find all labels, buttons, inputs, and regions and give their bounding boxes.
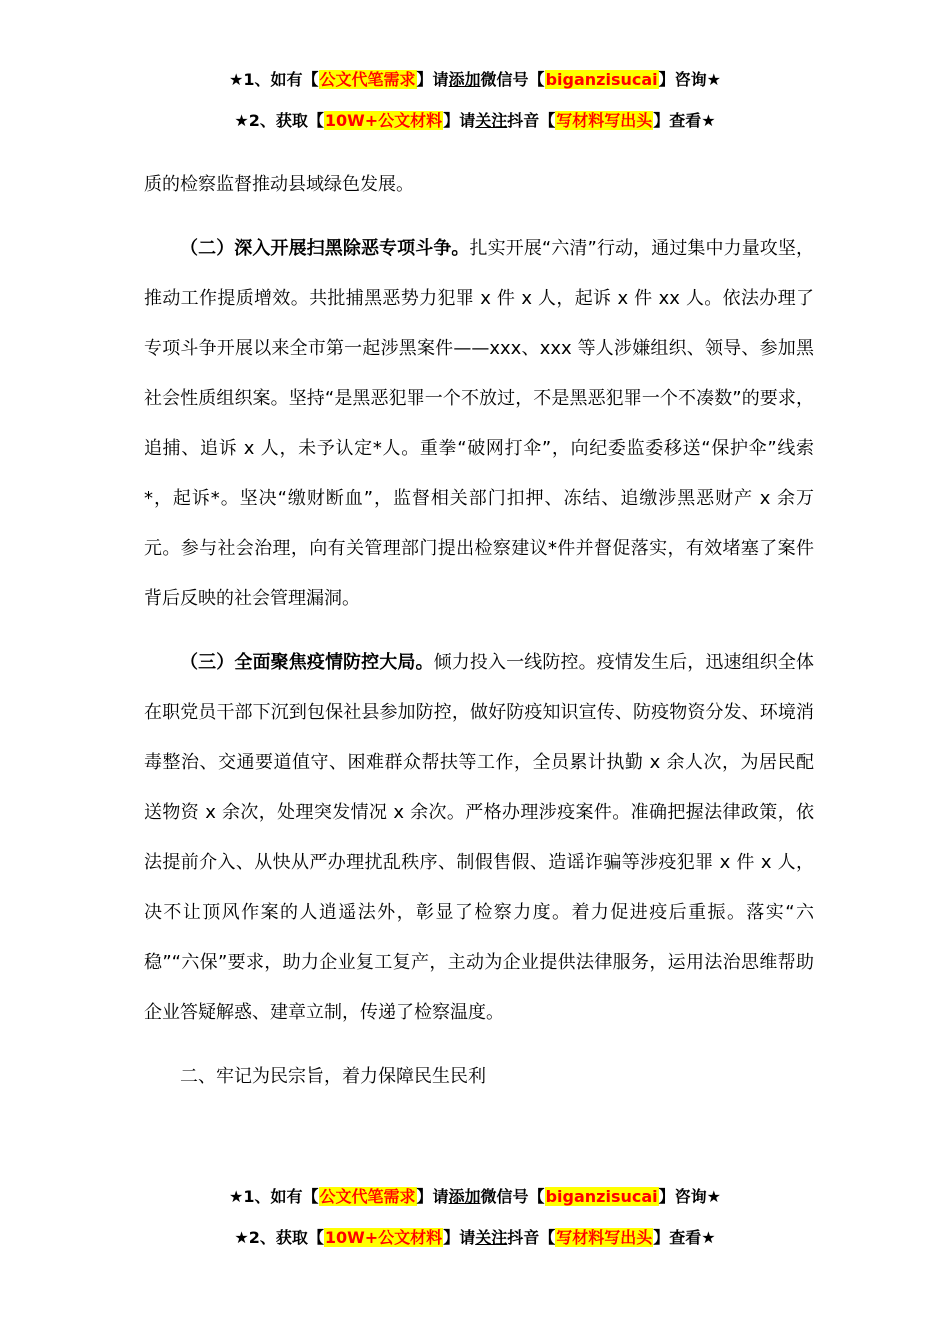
- promo-banner-line2-bottom: [0, 1225, 950, 1251]
- banner-text: 】咨询★: [658, 70, 721, 89]
- promo-banner-line1-bottom: [0, 1184, 950, 1210]
- banner-text: 】请: [443, 1228, 476, 1247]
- document-body: [144, 160, 814, 1102]
- banner-highlight: 公文代笔需求: [319, 1187, 416, 1206]
- paragraph-heading: （三）全面聚焦疫情防控大局。: [180, 652, 434, 673]
- paragraph-epidemic: [144, 638, 814, 1038]
- banner-highlight: 10W+公文材料: [324, 1228, 443, 1247]
- promo-banner-line1: [0, 67, 950, 93]
- banner-highlight: biganzisucai: [545, 70, 658, 89]
- banner-highlight: 写材料写出头: [556, 1228, 653, 1247]
- banner-text: 】请: [416, 1187, 449, 1206]
- banner-text: ★2、获取【: [234, 1228, 324, 1247]
- banner-highlight: 10W+公文材料: [324, 111, 443, 130]
- banner-highlight: 公文代笔需求: [319, 70, 416, 89]
- paragraph-heading: （二）深入开展扫黑除恶专项斗争。: [180, 238, 470, 259]
- banner-text: ★2、获取【: [234, 111, 324, 130]
- banner-text: 】查看★: [653, 1228, 716, 1247]
- banner-text: 】查看★: [653, 111, 716, 130]
- paragraph-anti-crime: [144, 224, 814, 624]
- banner-text: 】请: [443, 111, 476, 130]
- banner-highlight: biganzisucai: [545, 1187, 658, 1206]
- banner-text: 抖音【: [507, 1228, 556, 1247]
- banner-text: 】咨询★: [658, 1187, 721, 1206]
- promo-banner-line2: [0, 108, 950, 134]
- banner-highlight: 写材料写出头: [556, 111, 653, 130]
- banner-text: 抖音【: [507, 111, 556, 130]
- banner-underline: 添加: [448, 1187, 481, 1206]
- banner-text: 微信号【: [480, 1187, 545, 1206]
- banner-text: 微信号【: [480, 70, 545, 89]
- paragraph-text: 扎实开展“六清”行动，通过集中力量攻坚，推动工作提质增效。共批捕黑恶势力犯罪 x 件 x 人，起诉 x 件 xx 人。依法办理了专项斗争开展以来全市第一起涉黑案件——xxx、xxx 等人涉嫌组织、领导、参加黑社会性质组织案。坚持“是黑恶犯罪一个不放过，不是黑恶犯罪一个不凑数”的要求，追捕、追诉 x 人，未予认定*人。重拳“破网打伞”，向纪委监委移送“保护伞”线索*，起诉*。坚决“缴财断血”，监督相关部门扣押、冻结、追缴涉黑恶财产 x 余万元。参与社会治理，向有关管理部门提出检察建议*件并督促落实，有效堵塞了案件背后反映的社会管理漏洞。: [144, 238, 814, 609]
- section-heading: 二、牢记为民宗旨，着力保障民生民利: [180, 1066, 486, 1087]
- banner-underline: 添加: [448, 70, 481, 89]
- banner-text: 】请: [416, 70, 449, 89]
- paragraph-continuation: 质的检察监督推动县域绿色发展。: [144, 174, 414, 195]
- banner-text: ★1、如有【: [229, 1187, 319, 1206]
- banner-underline: 关注: [475, 111, 508, 130]
- paragraph-text: 倾力投入一线防控。疫情发生后，迅速组织全体在职党员干部下沉到包保社县参加防控，做好防疫知识宣传、防疫物资分发、环境消毒整治、交通要道值守、困难群众帮扶等工作，全员累计执勤 x 余人次，为居民配送物资 x 余次，处理突发情况 x 余次。严格办理涉疫案件。准确把握法律政策，依法提前介入、从快从严办理扰乱秩序、制假售假、造谣诈骗等涉疫犯罪 x 件 x 人，决不让顶风作案的人逍遥法外，彰显了检察力度。着力促进疫后重振。落实“六稳”“六保”要求，助力企业复工复产，主动为企业提供法律服务，运用法治思维帮助企业答疑解惑、建章立制，传递了检察温度。: [144, 652, 815, 1023]
- banner-underline: 关注: [475, 1228, 508, 1247]
- banner-text: ★1、如有【: [229, 70, 319, 89]
